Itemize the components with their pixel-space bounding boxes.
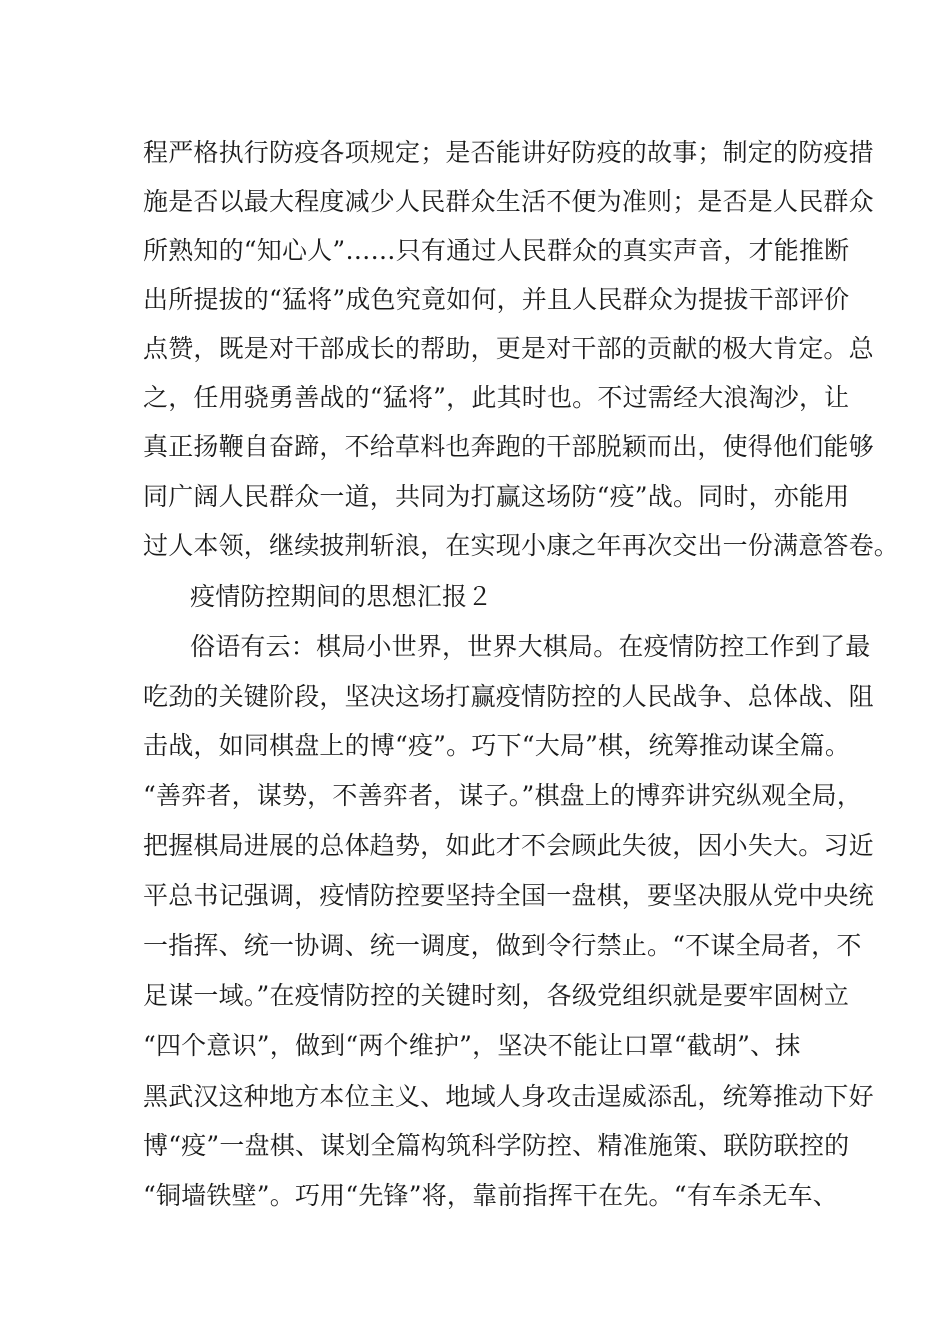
text-line: 真正扬鞭自奋蹄，不给草料也奔跑的干部脱颖而出，使得他们能够	[143, 432, 874, 461]
text-line: “善弈者，谋势，不善弈者，谋子。”棋盘上的博弈讲究纵观全局，	[143, 781, 863, 810]
text-line: 过人本领，继续披荆斩浪，在实现小康之年再次交出一份满意答卷。	[143, 531, 900, 560]
text-line: 施是否以最大程度减少人民群众生活不便为准则；是否是人民群众	[143, 187, 874, 216]
text-line: 击战，如同棋盘上的博“疫”。巧下“大局”棋，统筹推动谋全篇。	[143, 731, 851, 760]
text-line: 所熟知的“知心人”……只有通过人民群众的真实声音，才能推断	[143, 236, 850, 265]
text-line: 足谋一域。”在疫情防控的关键时刻，各级党组织就是要牢固树立	[143, 981, 850, 1010]
text-line: 之，任用骁勇善战的“猛将”，此其时也。不过需经大浪淘沙，让	[143, 383, 850, 412]
text-line: 平总书记强调，疫情防控要坚持全国一盘棋，要坚决服从党中央统	[143, 881, 874, 910]
text-line: “四个意识”，做到“两个维护”，坚决不能让口罩“截胡”、抹	[143, 1031, 801, 1060]
text-line: 程严格执行防疫各项规定；是否能讲好防疫的故事；制定的防疫措	[143, 138, 874, 167]
text-line: 吃劲的关键阶段，坚决这场打赢疫情防控的人民战争、总体战、阻	[143, 682, 874, 711]
text-line: 黑武汉这种地方本位主义、地域人身攻击逞威添乱，统筹推动下好	[143, 1082, 874, 1111]
text-line: 出所提拔的“猛将”成色究竟如何，并且人民群众为提拔干部评价	[143, 285, 850, 314]
text-line: 点赞，既是对干部成长的帮助，更是对干部的贡献的极大肯定。总	[143, 334, 874, 363]
text-line: 博“疫”一盘棋、谋划全篇构筑科学防控、精准施策、联防联控的	[143, 1131, 850, 1160]
text-line: 俗语有云：棋局小世界，世界大棋局。在疫情防控工作到了最	[190, 632, 871, 661]
text-line: 同广阔人民群众一道，共同为打赢这场防“疫”战。同时，亦能用	[143, 482, 850, 511]
section-heading: 疫情防控期间的思想汇报２	[190, 582, 493, 611]
text-line: 把握棋局进展的总体趋势，如此才不会顾此失彼，因小失大。习近	[143, 831, 874, 860]
text-line: “铜墙铁壁”。巧用“先锋”将，靠前指挥干在先。“有车杀无车、	[143, 1181, 838, 1210]
text-line: 一指挥、统一协调、统一调度，做到令行禁止。“不谋全局者，不	[143, 931, 862, 960]
